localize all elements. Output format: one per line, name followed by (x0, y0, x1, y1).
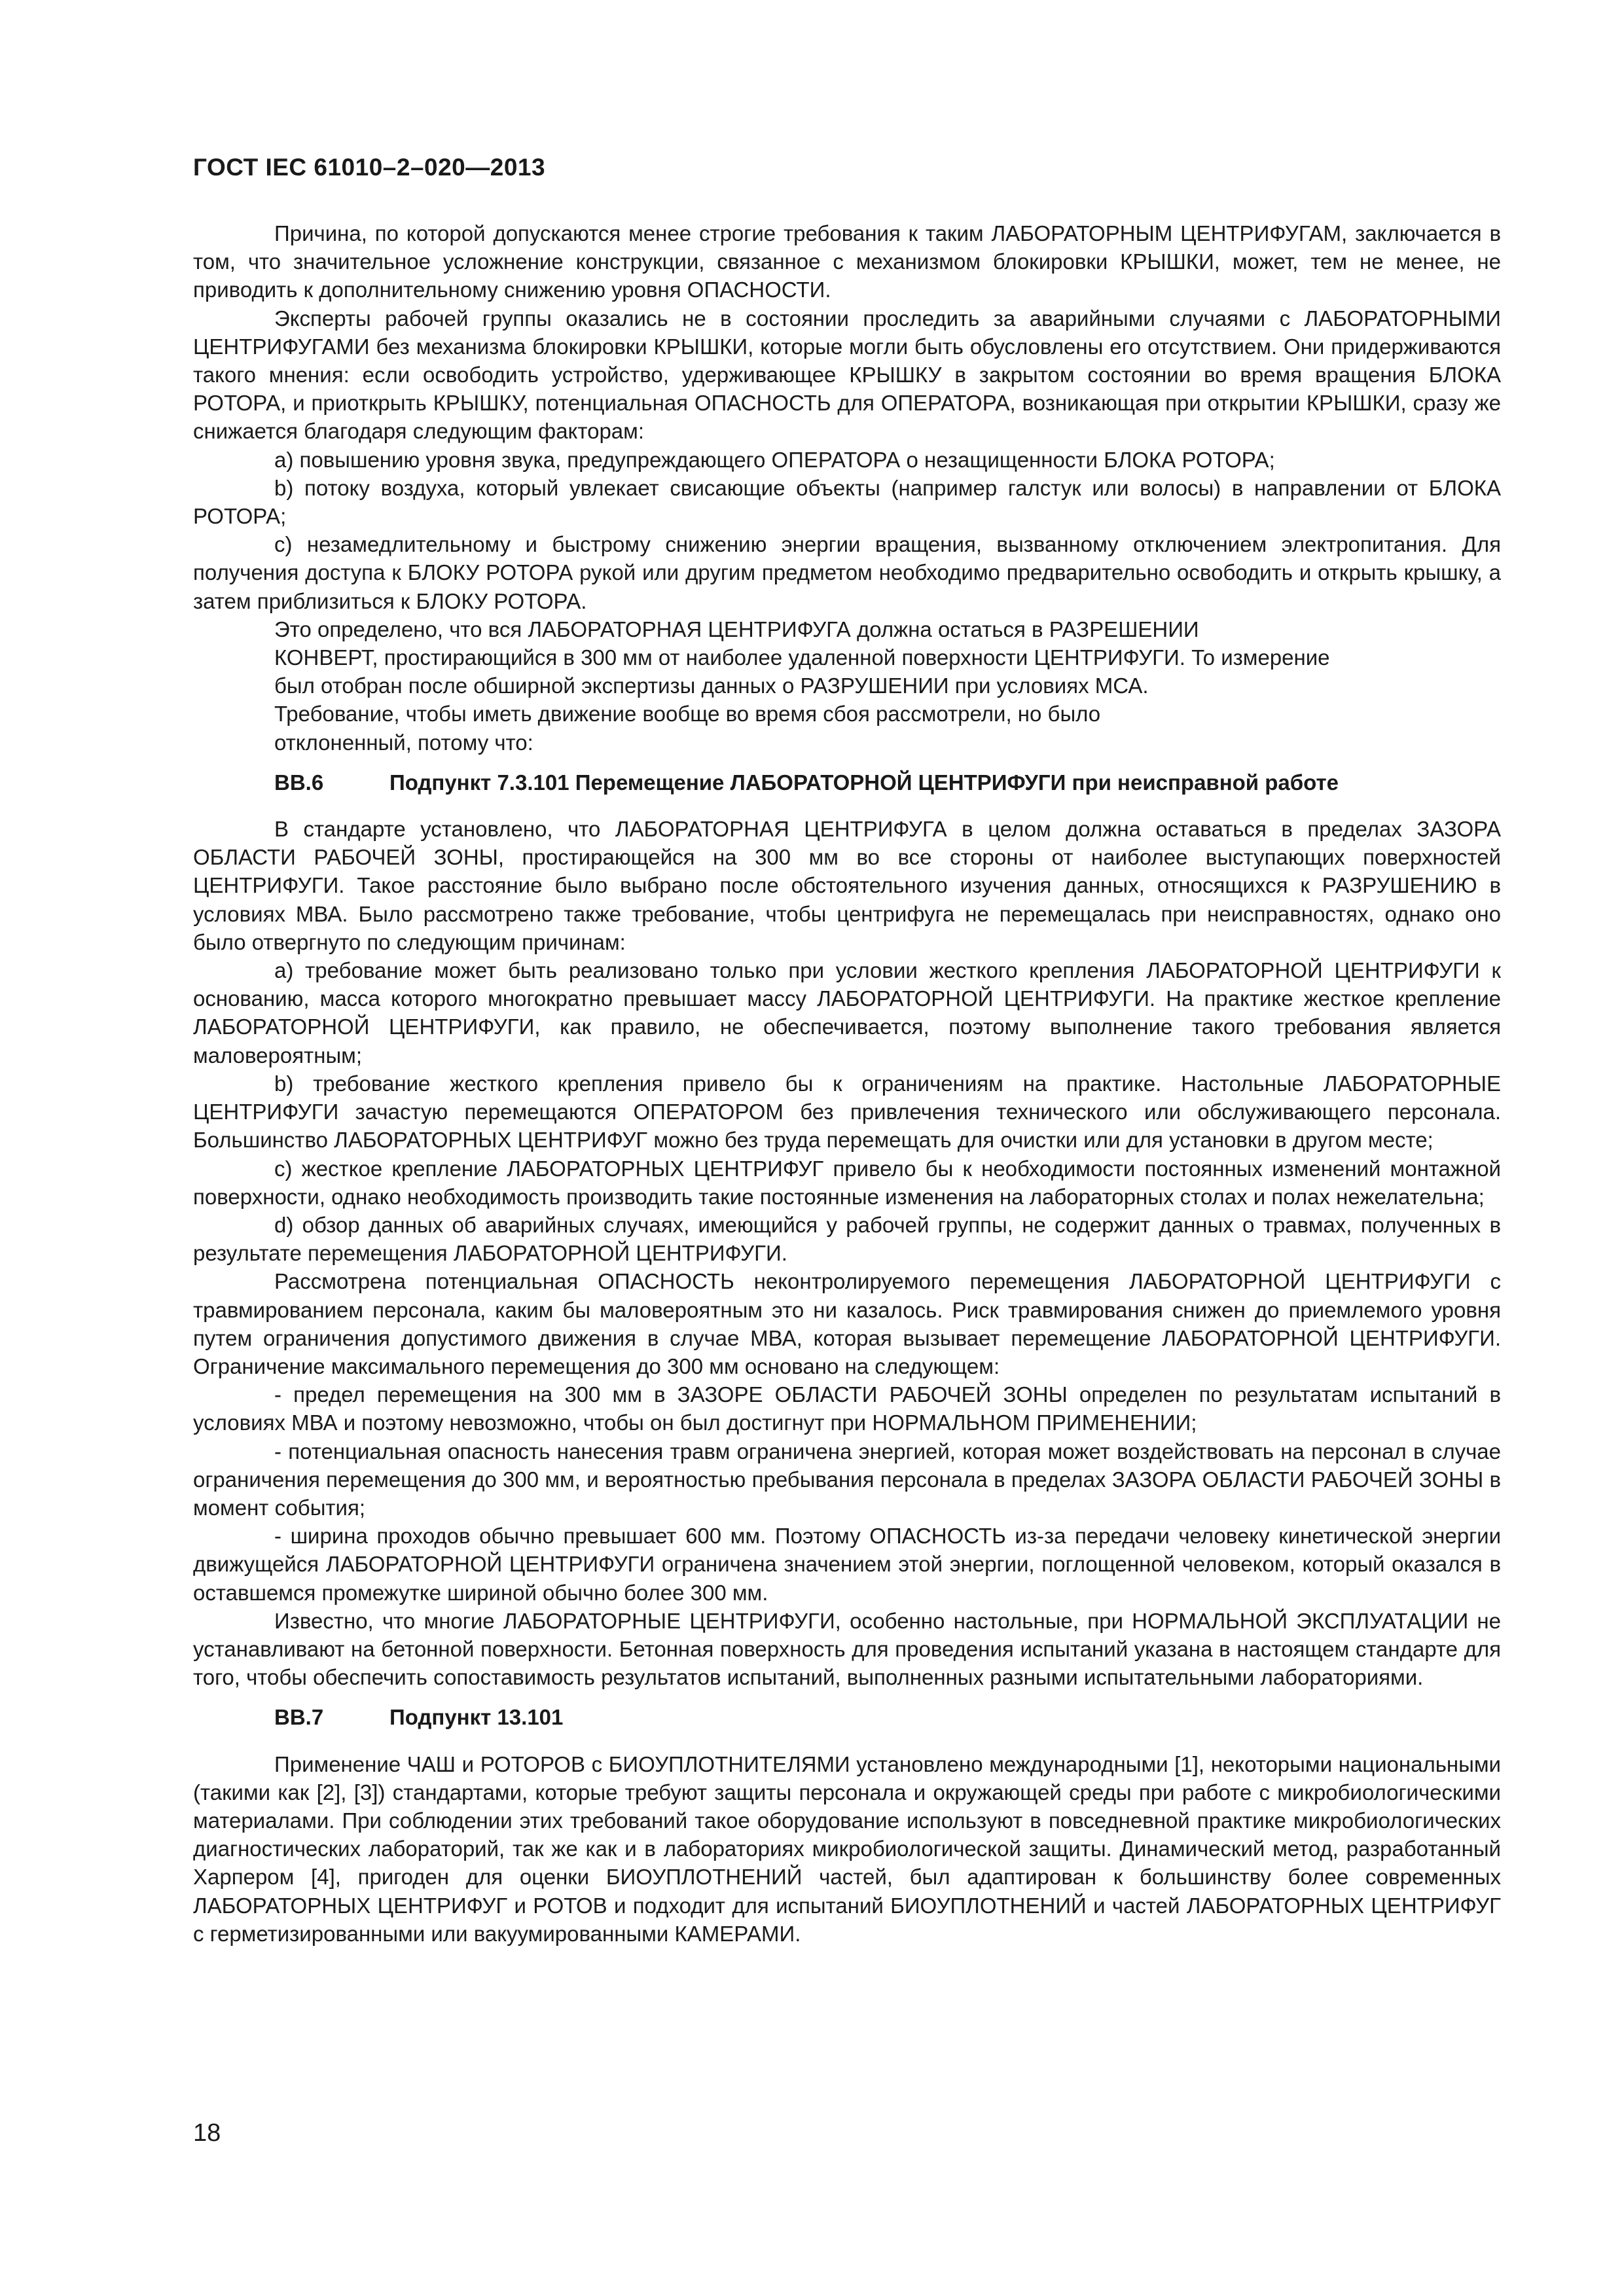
paragraph: Рассмотрена потенциальная ОПАСНОСТЬ неконтролируемого перемещения ЛАБОРАТОРНОЙ ЦЕНТРИФУГИ с травмированием персонала, каким бы маловероятным это ни казалось. Риск травмирования снижен до приемлемого уровня путем ограничения допустимого движения в случае МВА, которая вызывает перемещение ЛАБОРАТОРНОЙ ЦЕНТРИФУГИ. Ограничение максимального перемещения до 300 мм основано на следующем: (193, 1269, 1501, 1378)
list-item: d) обзор данных об аварийных случаях, имеющийся у рабочей группы, не содержит данных о травмах, полученных в результате перемещения ЛАБОРАТОРНОЙ ЦЕНТРИФУГИ. (193, 1212, 1501, 1266)
paragraph: Это определено, что вся ЛАБОРАТОРНАЯ ЦЕНТРИФУГА должна остаться в РАЗРЕШЕНИИ (274, 617, 1199, 641)
section-heading (193, 1703, 1501, 1731)
list-item: - предел перемещения на 300 мм в ЗАЗОРЕ ОБЛАСТИ РАБОЧЕЙ ЗОНЫ определен по результатам испытаний в условиях МВА и поэтому невозможно, чтобы он был достигнут при НОРМАЛЬНОМ ПРИМЕНЕНИИ; (193, 1382, 1501, 1435)
list-item: а) повышению уровня звука, предупреждающего ОПЕРАТОРА о незащищенности БЛОКА РОТОРА; (274, 447, 1275, 472)
list-item: b) требование жесткого крепления привело бы к ограничениям на практике. Настольные ЛАБОРАТОРНЫЕ ЦЕНТРИФУГИ зачастую перемещаются ОПЕРАТОРОМ без привлечения технического или обслуживающего персонала. Большинство ЛАБОРАТОРНЫХ ЦЕНТРИФУГ можно без труда перемещать для очистки или для установки в другом месте; (193, 1071, 1501, 1153)
document-header: ГОСТ IEC 61010–2–020—2013 (193, 154, 546, 181)
list-item: - потенциальная опасность нанесения травм ограничена энергией, которая может воздействовать на персонал в случае ограничения перемещения до 300 мм, и вероятностью пребывания персонала в пределах ЗАЗОРА ОБЛАСТИ РАБОЧЕЙ ЗОНЫ в момент события; (193, 1439, 1501, 1520)
section-title: Подпункт 7.3.101 Перемещение ЛАБОРАТОРНОЙ ЦЕНТРИФУГИ при неисправной работе (389, 770, 1339, 795)
paragraph: КОНВЕРТ, простирающийся в 300 мм от наиболее удаленной поверхности ЦЕНТРИФУГИ. То измерение (274, 645, 1330, 670)
paragraph: Причина, по которой допускаются менее строгие требования к таким ЛАБОРАТОРНЫМ ЦЕНТРИФУГАМ, заключается в том, что значительное усложнение конструкции, связанное с механизмом блокировки КРЫШКИ, может, тем не менее, не приводить к дополнительному снижению уровня ОПАСНОСТИ. (193, 221, 1501, 302)
list-item: а) требование может быть реализовано только при условии жесткого крепления ЛАБОРАТОРНОЙ ЦЕНТРИФУГИ к основанию, масса которого многократно превышает массу ЛАБОРАТОРНОЙ ЦЕНТРИФУГИ. На практике жесткое крепление ЛАБОРАТОРНОЙ ЦЕНТРИФУГИ, как правило, не обеспечивается, поэтому выполнение такого требования является маловероятным; (193, 958, 1501, 1067)
paragraph: В стандарте установлено, что ЛАБОРАТОРНАЯ ЦЕНТРИФУГА в целом должна оставаться в пределах ЗАЗОРА ОБЛАСТИ РАБОЧЕЙ ЗОНЫ, простирающейся на 300 мм во все стороны от наиболее выступающих поверхностей ЦЕНТРИФУГИ. Такое расстояние было выбрано после обстоятельного изучения данных, относящихся к РАЗРУШЕНИЮ в условиях МВА. Было рассмотрено также требование, чтобы центрифуга не перемещалась при неисправностях, однако оно было отвергнуто по следующим причинам: (193, 817, 1501, 954)
paragraph: был отобран после обширной экспертизы данных о РАЗРУШЕНИИ при условиях МСА. (274, 673, 1149, 698)
paragraph: Требование, чтобы иметь движение вообще во время сбоя рассмотрели, но было (274, 702, 1101, 726)
page-number: 18 (193, 2119, 221, 2147)
list-item: - ширина проходов обычно превышает 600 мм. Поэтому ОПАСНОСТЬ из-за передачи человеку кинетической энергии движущейся ЛАБОРАТОРНОЙ ЦЕНТРИФУГИ ограничена значением этой энергии, поглощенной человеком, который оказался в оставшемся промежутке шириной обычно более 300 мм. (193, 1524, 1501, 1605)
list-item: с) незамедлительному и быстрому снижению энергии вращения, вызванному отключением электропитания. Для получения доступа к БЛОКУ РОТОРА рукой или другим предметом необходимо предварительно освободить и открыть крышку, а затем приблизиться к БЛОКУ РОТОРА. (193, 532, 1501, 613)
list-item: с) жесткое крепление ЛАБОРАТОРНЫХ ЦЕНТРИФУГ привело бы к необходимости постоянных изменений монтажной поверхности, однако необходимость производить такие постоянные изменения на лабораторных столах и полах нежелательна; (193, 1156, 1501, 1209)
section-heading (193, 768, 1501, 797)
section-title: Подпункт 13.101 (389, 1705, 564, 1730)
paragraph: Применение ЧАШ и РОТОРОВ с БИОУПЛОТНИТЕЛЯМИ установлено международными [1], некоторыми национальными (такими как [2], [3]) стандартами, которые требуют защиты персонала и окружающей среды при работе с микробиологическими материалами. При соблюдении этих требований такое оборудование используют в повседневной практике микробиологических диагностических лабораторий, так же как и в лабораториях микробиологической защиты. Динамический метод, разработанный Харпером [4], пригоден для оценки БИОУПЛОТНЕНИЙ частей, был адаптирован к большинству более современных ЛАБОРАТОРНЫХ ЦЕНТРИФУГ и РОТОВ и подходит для испытаний БИОУПЛОТНЕНИЙ и частей ЛАБОРАТОРНЫХ ЦЕНТРИФУГ с герметизированными или вакуумированными КАМЕРАМИ. (193, 1751, 1501, 1946)
paragraph: Эксперты рабочей группы оказались не в состоянии проследить за аварийными случаями с ЛАБОРАТОРНЫМИ ЦЕНТРИФУГАМИ без механизма блокировки КРЫШКИ, которые могли быть обусловлены его отсутствием. Они придерживаются такого мнения: если освободить устройство, удерживающее КРЫШКУ в закрытом состоянии во время вращения БЛОКА РОТОРА, и приоткрыть КРЫШКУ, потенциальная ОПАСНОСТЬ для ОПЕРАТОРА, возникающая при открытии КРЫШКИ, сразу же снижается благодаря следующим факторам: (193, 306, 1501, 444)
paragraph: отклоненный, потому что: (274, 730, 533, 755)
section-number: ВВ.6 (274, 770, 324, 795)
list-item: b) потоку воздуха, который увлекает свисающие объекты (например галстук или волосы) в направлении от БЛОКА РОТОРА; (193, 475, 1501, 529)
document-body (193, 219, 1501, 1948)
section-number: ВВ.7 (274, 1705, 324, 1730)
paragraph: Известно, что многие ЛАБОРАТОРНЫЕ ЦЕНТРИФУГИ, особенно настольные, при НОРМАЛЬНОЙ ЭКСПЛУАТАЦИИ не устанавливают на бетонной поверхности. Бетонная поверхность для проведения испытаний указана в настоящем стандарте для того, чтобы обеспечить сопоставимость результатов испытаний, выполненных разными испытательными лабораториями. (193, 1608, 1501, 1690)
